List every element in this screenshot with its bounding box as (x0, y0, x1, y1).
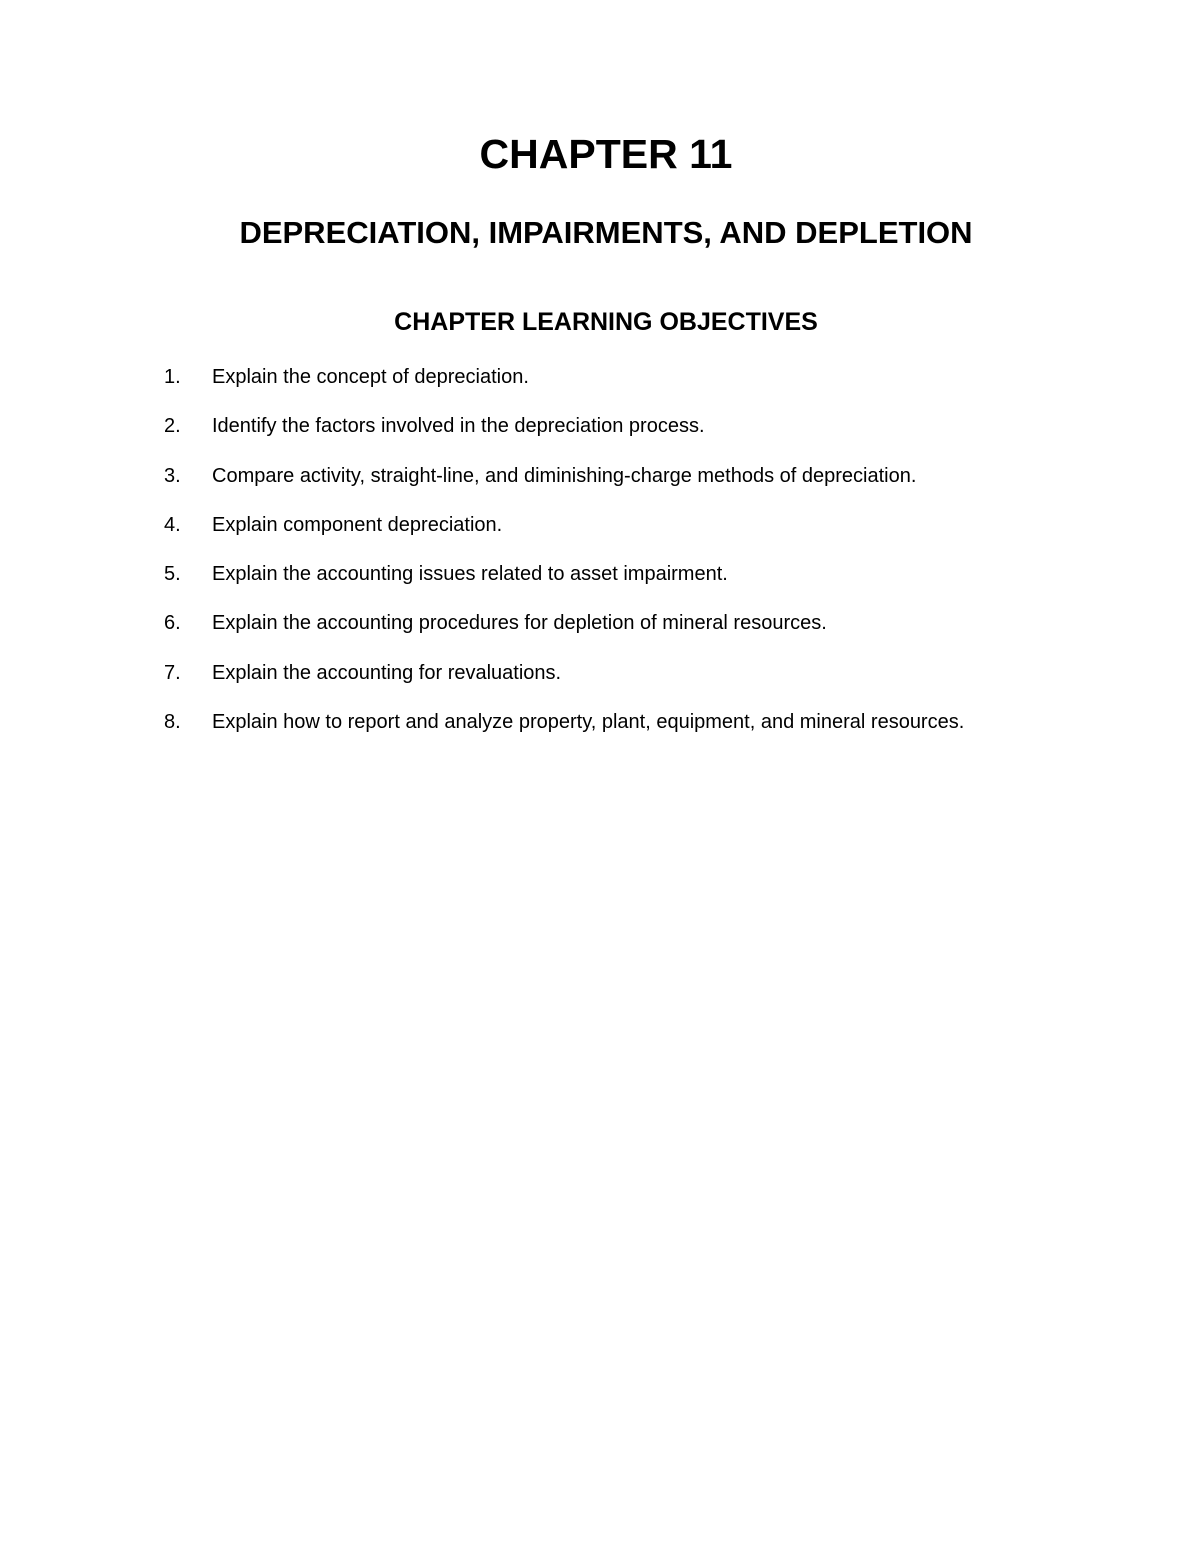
objective-text: Explain the accounting for revaluations. (212, 661, 562, 684)
objective-number: 3. (164, 464, 181, 487)
section-title: CHAPTER LEARNING OBJECTIVES (394, 308, 818, 336)
objective-text: Explain component depreciation. (212, 513, 503, 536)
objective-text: Explain the accounting procedures for depletion of mineral resources. (212, 612, 827, 635)
objective-item (0, 463, 1200, 512)
objective-number: 8. (164, 711, 181, 734)
objective-item (0, 610, 1200, 659)
objective-item (0, 660, 1200, 709)
objective-item (0, 413, 1200, 462)
objective-item (0, 364, 1200, 413)
chapter-number: CHAPTER 11 (479, 131, 733, 177)
objectives-list (0, 364, 1200, 758)
objective-number: 6. (164, 612, 181, 635)
objective-number: 2. (164, 415, 181, 438)
objective-number: 4. (164, 513, 181, 536)
objective-item (0, 561, 1200, 610)
objective-number: 7. (164, 661, 181, 684)
objective-text: Explain the accounting issues related to asset impairment. (212, 563, 728, 586)
objective-text: Explain the concept of depreciation. (212, 366, 529, 388)
objective-text: Compare activity, straight-line, and diminishing-charge methods of depreciation. (212, 464, 917, 487)
objective-text: Identify the factors involved in the depreciation process. (212, 415, 705, 438)
objective-item (0, 709, 1200, 758)
chapter-title: DEPRECIATION, IMPAIRMENTS, AND DEPLETION (239, 215, 973, 250)
objective-number: 5. (164, 563, 181, 586)
objective-text: Explain how to report and analyze property, plant, equipment, and mineral resources. (212, 711, 965, 734)
objective-item (0, 512, 1200, 561)
objective-number: 1. (164, 366, 181, 388)
